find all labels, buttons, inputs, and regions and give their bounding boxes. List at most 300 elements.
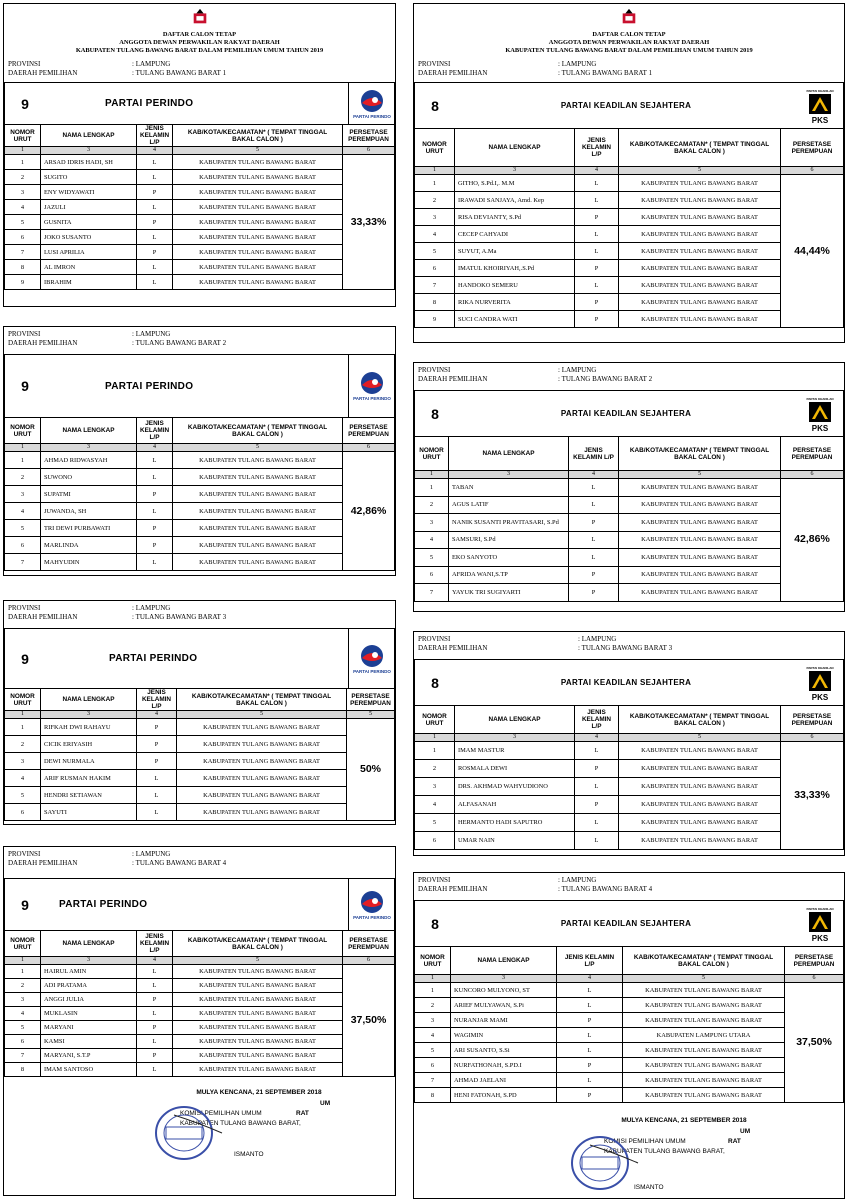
cell-name: LUSI APRILIA xyxy=(41,245,137,260)
pks-logo-text: PKS xyxy=(811,423,829,433)
col-name: NAMA LENGKAP xyxy=(41,689,137,711)
cell-sex: P xyxy=(557,1013,623,1028)
cell-sex: P xyxy=(569,584,619,602)
col-sex: JENIS KELAMIN L/P xyxy=(575,129,619,167)
cell-sex: L xyxy=(137,1007,173,1021)
table-row xyxy=(5,787,395,804)
party-name: PARTAI PERINDO xyxy=(59,899,148,910)
cell-sex: L xyxy=(137,554,173,571)
perindo-sheet-1 xyxy=(3,3,396,307)
pks-sheet-1 xyxy=(413,3,845,343)
cell-addr: KABUPATEN TULANG BAWANG BARAT xyxy=(173,1021,343,1035)
signature-rat: RAT xyxy=(296,1110,309,1117)
cell-sex: L xyxy=(557,1028,623,1043)
table-row xyxy=(415,1088,844,1103)
col-name: NAMA LENGKAP xyxy=(41,125,137,147)
signature-um: UM xyxy=(740,1128,751,1135)
idx-cell: 3 xyxy=(451,975,557,983)
cell-name: UMAR NAIN xyxy=(455,832,575,850)
cell-no: 1 xyxy=(5,155,41,170)
cell-sex: P xyxy=(137,245,173,260)
cell-no: 3 xyxy=(5,753,41,770)
provinsi-label: PROVINSI xyxy=(418,635,451,643)
cell-sex: L xyxy=(137,469,173,486)
table-row xyxy=(5,770,395,787)
idx-cell: 5 xyxy=(177,711,347,719)
cell-sex: L xyxy=(575,832,619,850)
kpu-logo-icon xyxy=(191,8,209,26)
cell-name: MARLINDA xyxy=(41,537,137,554)
candidate-table xyxy=(4,124,395,290)
dapil-label: DAERAH PEMILIHAN xyxy=(418,644,488,652)
cell-name: SUGITO xyxy=(41,170,137,185)
cell-name: AHMAD RIDWASYAH xyxy=(41,452,137,469)
col-name: NAMA LENGKAP xyxy=(449,437,569,471)
dapil-value: : TULANG BAWANG BARAT 1 xyxy=(132,69,227,77)
pks-sheet-4 xyxy=(413,872,845,1199)
idx-cell: 4 xyxy=(575,734,619,742)
cell-no: 5 xyxy=(415,243,455,260)
table-row xyxy=(415,514,844,532)
header-line-1: DAFTAR CALON TETAP xyxy=(592,31,666,38)
cell-no: 5 xyxy=(5,520,41,537)
signature-name: ISMANTO xyxy=(634,1184,664,1191)
cell-sex: P xyxy=(575,311,619,328)
table-row xyxy=(415,479,844,497)
cell-sex: L xyxy=(137,804,177,821)
cell-no: 5 xyxy=(415,1043,451,1058)
party-number: 8 xyxy=(431,674,439,691)
cell-sex: L xyxy=(569,479,619,497)
cell-no: 1 xyxy=(415,479,449,497)
signature-block xyxy=(154,1089,384,1158)
party-banner xyxy=(4,628,395,688)
cell-addr: KABUPATEN TULANG BAWANG BARAT xyxy=(619,514,781,532)
cell-name: IBRAHIM xyxy=(41,275,137,290)
table-row xyxy=(5,1021,395,1035)
cell-addr: KABUPATEN TULANG BAWANG BARAT xyxy=(173,1035,343,1049)
party-banner xyxy=(4,82,395,124)
cell-sex: L xyxy=(137,452,173,469)
cell-name: ADI PRATAMA xyxy=(41,979,137,993)
perindo-logo-icon xyxy=(348,879,394,930)
cell-no: 9 xyxy=(5,275,41,290)
cell-no: 6 xyxy=(5,230,41,245)
cell-no: 1 xyxy=(415,983,451,998)
cell-name: IMAM MASTUR xyxy=(455,742,575,760)
female-percentage: 50% xyxy=(347,719,395,821)
candidate-table xyxy=(414,705,844,850)
cell-addr: KABUPATEN TULANG BAWANG BARAT xyxy=(173,200,343,215)
header-line-2: ANGGOTA DEWAN PERWAKILAN RAKYAT DAERAH xyxy=(119,39,280,46)
provinsi-label: PROVINSI xyxy=(418,60,451,68)
col-no: NOMOR URUT xyxy=(5,125,41,147)
table-row xyxy=(415,531,844,549)
cell-addr: KABUPATEN TULANG BAWANG BARAT xyxy=(623,1058,785,1073)
cell-addr: KABUPATEN TULANG BAWANG BARAT xyxy=(173,245,343,260)
provinsi-value: : LAMPUNG xyxy=(132,850,171,858)
cell-sex: P xyxy=(569,514,619,532)
idx-cell: 6 xyxy=(781,734,844,742)
header-line-2: ANGGOTA DEWAN PERWAKILAN RAKYAT DAERAH xyxy=(548,39,710,46)
perindo-sheet-2 xyxy=(3,326,396,576)
cell-name: RIKA NURVERITA xyxy=(455,294,575,311)
cell-addr: KABUPATEN TULANG BAWANG BARAT xyxy=(619,566,781,584)
cell-name: HANDOKO SEMERU xyxy=(455,277,575,294)
candidate-table xyxy=(414,946,844,1103)
cell-name: JAZULI xyxy=(41,200,137,215)
cell-no: 6 xyxy=(415,1058,451,1073)
cell-no: 5 xyxy=(5,1021,41,1035)
cell-name: SUCI CANDRA WATI xyxy=(455,311,575,328)
table-row xyxy=(415,260,844,277)
party-number: 8 xyxy=(431,97,439,114)
cell-sex: L xyxy=(137,155,173,170)
idx-cell: 5 xyxy=(347,711,395,719)
cell-addr: KABUPATEN TULANG BAWANG BARAT xyxy=(623,1073,785,1088)
col-no: NOMOR URUT xyxy=(415,706,455,734)
col-pct: PERSETASE PEREMPUAN xyxy=(781,706,844,734)
col-pct: PERSETASE PEREMPUAN xyxy=(343,418,395,444)
cell-no: 1 xyxy=(5,965,41,979)
dapil-label: DAERAH PEMILIHAN xyxy=(8,69,78,77)
pks-sheet-3 xyxy=(413,631,845,856)
cell-addr: KABUPATEN TULANG BAWANG BARAT xyxy=(173,452,343,469)
cell-name: WAGIMIN xyxy=(451,1028,557,1043)
meta-block xyxy=(4,330,395,348)
cell-name: SUYUT, A.Ma xyxy=(455,243,575,260)
table-row xyxy=(5,1063,395,1077)
pks-small-text: PARTAI KEADILAN xyxy=(806,665,834,670)
cell-addr: KABUPATEN TULANG BAWANG BARAT xyxy=(173,275,343,290)
table-row xyxy=(5,503,395,520)
col-pct: PERSETASE PEREMPUAN xyxy=(343,931,395,957)
provinsi-label: PROVINSI xyxy=(8,604,41,612)
meta-block xyxy=(414,366,844,384)
table-row xyxy=(5,200,395,215)
cell-addr: KABUPATEN TULANG BAWANG BARAT xyxy=(623,1013,785,1028)
pks-logo-icon xyxy=(797,660,843,705)
cell-sex: P xyxy=(137,736,177,753)
cell-name: NURFATHONAH, S.PD.I xyxy=(451,1058,557,1073)
idx-cell: 5 xyxy=(173,147,343,155)
cell-name: TABAN xyxy=(449,479,569,497)
cell-no: 5 xyxy=(415,814,455,832)
cell-name: ROSMALA DEWI xyxy=(455,760,575,778)
idx-cell: 5 xyxy=(173,444,343,452)
col-name: NAMA LENGKAP xyxy=(451,947,557,975)
cell-addr: KABUPATEN TULANG BAWANG BARAT xyxy=(619,584,781,602)
cell-addr: KABUPATEN TULANG BAWANG BARAT xyxy=(619,277,781,294)
cell-addr: KABUPATEN TULANG BAWANG BARAT xyxy=(619,832,781,850)
cell-sex: L xyxy=(137,230,173,245)
table-row xyxy=(5,1007,395,1021)
cell-no: 2 xyxy=(415,496,449,514)
cell-name: NANIK SUSANTI PRAVITASARI, S.Pd xyxy=(449,514,569,532)
cell-name: SAMSURI, S.Pd xyxy=(449,531,569,549)
cell-name: IMAM SANTOSO xyxy=(41,1063,137,1077)
cell-name: IMATUL KHOIRIYAH,.S.Pd xyxy=(455,260,575,277)
cell-addr: KABUPATEN TULANG BAWANG BARAT xyxy=(619,549,781,567)
table-row xyxy=(415,778,844,796)
cell-no: 4 xyxy=(5,503,41,520)
table-row xyxy=(5,520,395,537)
signature-line-1: KOMISI PEMILIHAN UMUM xyxy=(180,1110,262,1117)
table-row xyxy=(415,1013,844,1028)
cell-name: MAHYUDIN xyxy=(41,554,137,571)
signature-um: UM xyxy=(320,1100,331,1107)
cell-sex: L xyxy=(575,742,619,760)
cell-addr: KABUPATEN TULANG BAWANG BARAT xyxy=(177,787,347,804)
col-addr: KAB/KOTA/KECAMATAN* ( TEMPAT TINGGAL BAKAL CALON ) xyxy=(177,689,347,711)
table-row xyxy=(5,469,395,486)
cell-addr: KABUPATEN TULANG BAWANG BARAT xyxy=(173,965,343,979)
idx-cell: 4 xyxy=(137,147,173,155)
cell-addr: KABUPATEN TULANG BAWANG BARAT xyxy=(177,770,347,787)
female-percentage: 42,86% xyxy=(781,479,844,602)
col-name: NAMA LENGKAP xyxy=(41,418,137,444)
idx-cell: 6 xyxy=(781,471,844,479)
cell-name: HENI FATONAH, S.PD xyxy=(451,1088,557,1103)
cell-name: GITHO, S.Pd.I,. M.M xyxy=(455,175,575,192)
pks-small-text: PARTAI KEADILAN xyxy=(806,906,834,911)
cell-name: IRAWADI SANJAYA, Amd. Kep xyxy=(455,192,575,209)
cell-sex: L xyxy=(137,170,173,185)
signature-line-2: KABUPATEN TULANG BAWANG BARAT, xyxy=(604,1148,725,1155)
pks-sheet-2 xyxy=(413,362,845,612)
meta-block xyxy=(4,850,395,868)
provinsi-value: : LAMPUNG xyxy=(132,60,171,68)
cell-no: 4 xyxy=(415,796,455,814)
party-name: PARTAI KEADILAN SEJAHTERA xyxy=(560,919,692,928)
header-line-3: KABUPATEN TULANG BAWANG BARAT DALAM PEMILIHAN UMUM TAHUN 2019 xyxy=(75,47,324,54)
cell-no: 2 xyxy=(415,998,451,1013)
cell-addr: KABUPATEN LAMPUNG UTARA xyxy=(623,1028,785,1043)
cell-name: YAYUK TRI SUGIYARTI xyxy=(449,584,569,602)
provinsi-value: : LAMPUNG xyxy=(578,635,617,643)
idx-cell: 6 xyxy=(781,167,844,175)
col-pct: PERSETASE PEREMPUAN xyxy=(781,437,844,471)
party-number: 9 xyxy=(21,650,29,667)
table-row xyxy=(415,566,844,584)
header-line-1: DAFTAR CALON TETAP xyxy=(162,31,237,38)
cell-addr: KABUPATEN TULANG BAWANG BARAT xyxy=(173,486,343,503)
table-row xyxy=(5,275,395,290)
cell-name: NURANJAR MAMI xyxy=(451,1013,557,1028)
party-banner xyxy=(4,878,395,930)
cell-name: ALFASANAH xyxy=(455,796,575,814)
signature-line-1: KOMISI PEMILIHAN UMUM xyxy=(604,1138,686,1145)
provinsi-label: PROVINSI xyxy=(8,330,41,338)
cell-sex: L xyxy=(575,226,619,243)
perindo-logo-icon xyxy=(348,83,394,124)
cell-sex: P xyxy=(137,719,177,736)
cell-no: 3 xyxy=(5,993,41,1007)
cell-sex: P xyxy=(575,294,619,311)
cell-sex: L xyxy=(137,260,173,275)
idx-cell: 1 xyxy=(415,734,455,742)
cell-no: 2 xyxy=(5,979,41,993)
pks-logo-icon xyxy=(797,901,843,946)
cell-no: 3 xyxy=(415,209,455,226)
table-row xyxy=(5,170,395,185)
table-row xyxy=(415,584,844,602)
kpu-logo-icon xyxy=(620,8,638,26)
dapil-label: DAERAH PEMILIHAN xyxy=(8,339,78,347)
col-sex: JENIS KELAMIN L/P xyxy=(575,706,619,734)
party-number: 9 xyxy=(21,896,29,913)
female-percentage: 33,33% xyxy=(781,742,844,850)
cell-addr: KABUPATEN TULANG BAWANG BARAT xyxy=(619,796,781,814)
col-sex: JENIS KELAMIN L/P xyxy=(557,947,623,975)
candidate-table xyxy=(414,128,844,328)
provinsi-label: PROVINSI xyxy=(418,366,451,374)
cell-no: 4 xyxy=(415,226,455,243)
cell-no: 7 xyxy=(5,554,41,571)
female-percentage: 37,50% xyxy=(785,983,844,1103)
table-row xyxy=(415,760,844,778)
cell-sex: P xyxy=(137,537,173,554)
cell-name: SAYUTI xyxy=(41,804,137,821)
provinsi-value: : LAMPUNG xyxy=(558,366,597,374)
cell-addr: KABUPATEN TULANG BAWANG BARAT xyxy=(173,230,343,245)
party-banner xyxy=(414,659,844,705)
cell-name: ANGGI JULIA xyxy=(41,993,137,1007)
cell-sex: L xyxy=(575,243,619,260)
cell-sex: L xyxy=(575,814,619,832)
cell-no: 5 xyxy=(415,549,449,567)
col-sex: JENIS KELAMIN L/P xyxy=(569,437,619,471)
table-row xyxy=(415,209,844,226)
idx-cell: 6 xyxy=(785,975,844,983)
cell-no: 6 xyxy=(5,537,41,554)
candidate-table xyxy=(4,688,395,821)
col-sex: JENIS KELAMIN L/P xyxy=(137,418,173,444)
col-sex: JENIS KELAMIN L/P xyxy=(137,125,173,147)
cell-addr: KABUPATEN TULANG BAWANG BARAT xyxy=(619,192,781,209)
perindo-sheet-3 xyxy=(3,600,396,825)
cell-addr: KABUPATEN TULANG BAWANG BARAT xyxy=(619,531,781,549)
idx-cell: 1 xyxy=(5,147,41,155)
provinsi-value: : LAMPUNG xyxy=(558,876,597,884)
table-row xyxy=(5,215,395,230)
table-row xyxy=(415,192,844,209)
cell-sex: L xyxy=(137,200,173,215)
pks-small-text: PARTAI KEADILAN xyxy=(806,396,834,401)
table-row xyxy=(5,979,395,993)
party-banner xyxy=(414,900,844,946)
cell-addr: KABUPATEN TULANG BAWANG BARAT xyxy=(173,260,343,275)
cell-sex: L xyxy=(569,496,619,514)
perindo-logo-icon xyxy=(348,629,394,688)
female-percentage: 42,86% xyxy=(343,452,395,571)
cell-no: 7 xyxy=(415,277,455,294)
provinsi-label: PROVINSI xyxy=(8,850,41,858)
cell-addr: KABUPATEN TULANG BAWANG BARAT xyxy=(619,294,781,311)
idx-cell: 6 xyxy=(343,444,395,452)
cell-sex: L xyxy=(575,778,619,796)
perindo-logo-icon xyxy=(348,355,394,417)
table-row xyxy=(5,486,395,503)
cell-sex: P xyxy=(557,1058,623,1073)
provinsi-value: : LAMPUNG xyxy=(132,330,171,338)
cell-sex: P xyxy=(137,520,173,537)
cell-no: 8 xyxy=(5,1063,41,1077)
cell-addr: KABUPATEN TULANG BAWANG BARAT xyxy=(173,1063,343,1077)
cell-no: 7 xyxy=(5,245,41,260)
cell-addr: KABUPATEN TULANG BAWANG BARAT xyxy=(619,814,781,832)
table-row xyxy=(415,998,844,1013)
cell-sex: P xyxy=(137,1021,173,1035)
cell-addr: KABUPATEN TULANG BAWANG BARAT xyxy=(623,998,785,1013)
cell-addr: KABUPATEN TULANG BAWANG BARAT xyxy=(173,469,343,486)
cell-sex: P xyxy=(137,215,173,230)
party-name: PARTAI KEADILAN SEJAHTERA xyxy=(560,409,692,418)
table-row xyxy=(415,311,844,328)
cell-no: 1 xyxy=(5,719,41,736)
cell-sex: L xyxy=(137,979,173,993)
cell-sex: L xyxy=(137,787,177,804)
meta-block xyxy=(414,635,844,653)
cell-no: 4 xyxy=(415,531,449,549)
cell-no: 8 xyxy=(415,294,455,311)
idx-cell: 3 xyxy=(41,957,137,965)
party-banner xyxy=(414,82,844,128)
dapil-label: DAERAH PEMILIHAN xyxy=(8,613,78,621)
provinsi-value: : LAMPUNG xyxy=(558,60,597,68)
cell-name: ARIF RUSMAN HAKIM xyxy=(41,770,137,787)
cell-sex: L xyxy=(137,770,177,787)
table-row xyxy=(415,983,844,998)
cell-no: 9 xyxy=(415,311,455,328)
pks-logo-icon xyxy=(797,391,843,436)
cell-name: EKO SANYOTO xyxy=(449,549,569,567)
party-banner xyxy=(4,354,395,417)
cell-no: 7 xyxy=(415,584,449,602)
dapil-value: : TULANG BAWANG BARAT 3 xyxy=(132,613,227,621)
cell-name: AGUS LATIF xyxy=(449,496,569,514)
cell-name: DEWI NURMALA xyxy=(41,753,137,770)
cell-no: 1 xyxy=(5,452,41,469)
col-no: NOMOR URUT xyxy=(5,931,41,957)
cell-sex: P xyxy=(575,796,619,814)
table-row xyxy=(415,496,844,514)
dapil-label: DAERAH PEMILIHAN xyxy=(8,859,78,867)
candidate-rows xyxy=(5,155,395,290)
idx-cell: 4 xyxy=(137,444,173,452)
cell-no: 2 xyxy=(5,736,41,753)
cell-no: 4 xyxy=(5,770,41,787)
cell-addr: KABUPATEN TULANG BAWANG BARAT xyxy=(173,537,343,554)
cell-sex: P xyxy=(575,260,619,277)
table-row xyxy=(415,175,844,192)
meta-block xyxy=(4,60,395,78)
cell-name: HERMANTO HADI SAPUTRO xyxy=(455,814,575,832)
col-addr: KAB/KOTA/KECAMATAN* ( TEMPAT TINGGAL BAKAL CALON ) xyxy=(173,931,343,957)
cell-no: 5 xyxy=(5,787,41,804)
pks-logo-text: PKS xyxy=(811,115,829,125)
cell-name: AL IMRON xyxy=(41,260,137,275)
idx-cell: 1 xyxy=(5,957,41,965)
meta-block xyxy=(414,876,844,894)
cell-sex: L xyxy=(137,1035,173,1049)
kpu-stamp-icon xyxy=(154,1103,224,1163)
table-row xyxy=(415,549,844,567)
cell-addr: KABUPATEN TULANG BAWANG BARAT xyxy=(619,479,781,497)
table-row xyxy=(5,155,395,170)
cell-addr: KABUPATEN TULANG BAWANG BARAT xyxy=(173,185,343,200)
cell-sex: P xyxy=(137,753,177,770)
